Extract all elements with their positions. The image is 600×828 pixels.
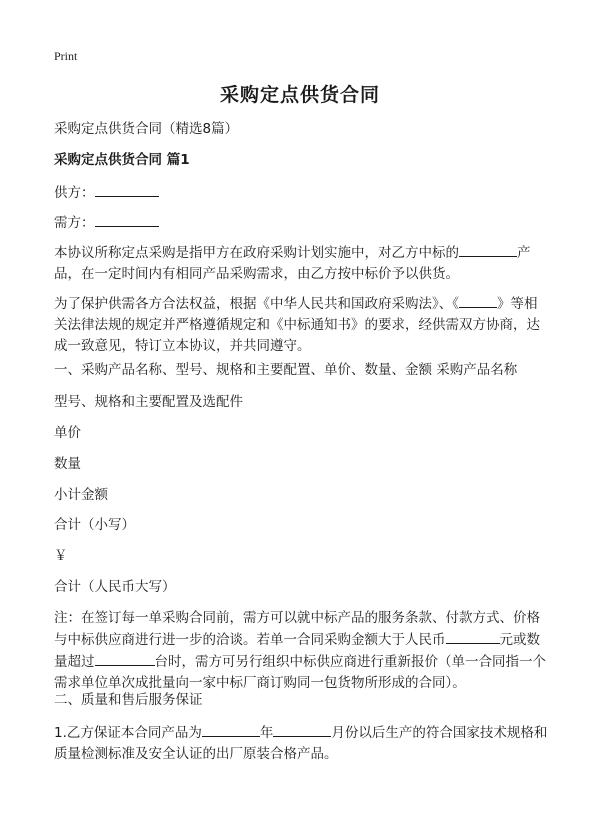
clause1-part2: 年 xyxy=(259,725,274,741)
field-subtotal: 小计金额 xyxy=(54,487,108,503)
buyer-line xyxy=(54,212,159,234)
field-model: 型号、规格和主要配置及选配件 xyxy=(54,394,243,410)
field-yen-symbol: ￥ xyxy=(54,548,68,564)
para2-before: 为了保护供需各方合法权益，根据《中华人民共和国政府采购法》、《 xyxy=(54,296,459,312)
print-label: Print xyxy=(54,49,78,63)
section-heading: 采购定点供货合同 篇1 xyxy=(54,152,190,168)
para2-blank xyxy=(459,293,497,308)
note-blank-count xyxy=(95,651,155,666)
field-total-upper: 合计（人民币大写） xyxy=(54,579,176,595)
field-unit-price: 单价 xyxy=(54,425,81,441)
item-heading: 一、采购产品名称、型号、规格和主要配置、单价、数量、金额 采购产品名称 xyxy=(54,362,518,378)
paragraph-note xyxy=(54,608,548,694)
page-title: 采购定点供货合同 xyxy=(219,84,380,106)
clause1-part1: 1.乙方保证本合同产品为 xyxy=(54,725,202,741)
note-part1: 注：在签订每一单采购合同前，需方可以就中标产品的服务条款、付款方式、价格与中标供应商进行进一步的洽谈。若单一合同采购金额大于人民币 xyxy=(54,610,540,648)
subtitle: 采购定点供货合同（精选8篇） xyxy=(54,121,239,137)
paragraph-basis xyxy=(54,293,548,357)
para1-after: 产品，在一定时间内有相同产品采购需求，由乙方按中标价予以供货。 xyxy=(54,245,531,282)
note-part3: 台时，需方可另行组织中标供应商进行重新报价（单一合同指一个需求单位单次成批量向一家中标厂商订购同一包货物所形成的合同）。 xyxy=(54,654,546,691)
note-part2: 元或数量超过 xyxy=(54,632,540,670)
clause1-part3: 月份以后生产的符合国家技术规格和质量检测标准及安全认证的出厂原装合格产品。 xyxy=(54,725,548,762)
paragraph-clause1 xyxy=(54,722,548,765)
quality-heading: 二、质量和售后服务保证 xyxy=(54,692,203,708)
field-total-lower: 合计（小写） xyxy=(54,517,135,533)
clause1-blank-month xyxy=(273,722,331,737)
paragraph-definition xyxy=(54,242,548,285)
buyer-label: 需方： xyxy=(54,215,95,231)
note-blank-amount xyxy=(446,629,500,644)
buyer-blank xyxy=(95,212,159,227)
para1-blank xyxy=(459,242,517,257)
para1-before: 本协议所称定点采购是指甲方在政府采购计划实施中，对乙方中标的 xyxy=(54,245,459,261)
field-quantity: 数量 xyxy=(54,456,81,472)
para2-after: 》等相关法律法规的规定并严格遵循规定和《中标通知书》的要求，经供需双方协商，达成一致意见，特订立本协议，并共同遵守。 xyxy=(54,296,540,354)
supplier-line xyxy=(54,182,159,204)
clause1-blank-year xyxy=(202,722,260,737)
supplier-label: 供方： xyxy=(54,185,95,201)
supplier-blank xyxy=(95,182,159,197)
